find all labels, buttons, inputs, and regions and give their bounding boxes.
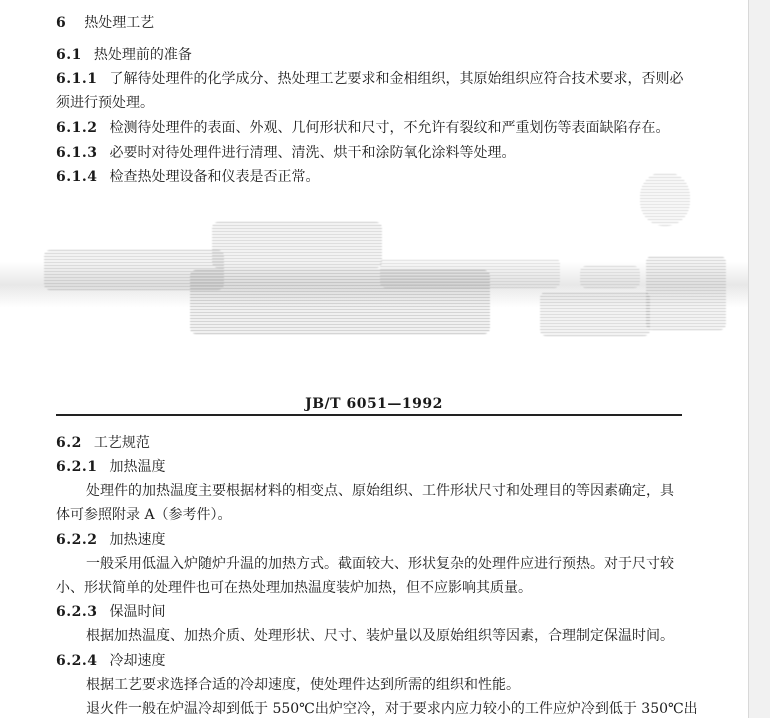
- clause-number: 6.1.2: [56, 120, 98, 136]
- section-title: 热处理前的准备: [93, 47, 192, 63]
- section-6-1-heading: [56, 46, 192, 64]
- clause-text: 一般采用低温入炉随炉升温的加热方式。截面较大、形状复杂的处理件应进行预热。对于尺寸较: [86, 556, 674, 572]
- running-header: JB/T 6051—1992: [305, 396, 443, 412]
- clause-6-2-3-text: [86, 627, 674, 645]
- clause-6-2-1-text-continued: [56, 506, 232, 524]
- scan-noise-blob: [212, 222, 382, 268]
- clause-6-2-3-heading: [56, 603, 165, 621]
- clause-number: 6.1.1: [56, 71, 98, 87]
- clause-title: 加热温度: [109, 459, 166, 475]
- clause-6-1-1-continued: [56, 94, 154, 112]
- section-number: 6.1: [56, 47, 82, 63]
- clause-text: 根据加热温度、加热介质、处理形状、尺寸、装炉量以及原始组织等因素，合理制定保温时间。: [86, 628, 674, 644]
- clause-number: 6.2.2: [56, 532, 98, 548]
- section-title: 热处理工艺: [84, 15, 155, 31]
- scan-noise-blob: [380, 258, 560, 288]
- scan-noise-blob: [640, 172, 690, 226]
- section-number: 6.2: [56, 435, 82, 451]
- scan-noise-blob: [580, 266, 640, 288]
- clause-text: 检查热处理设备和仪表是否正常。: [109, 169, 320, 185]
- clause-title: 保温时间: [109, 604, 166, 620]
- header-rule: [56, 414, 682, 416]
- clause-text: 根据工艺要求选择合适的冷却速度，使处理件达到所需的组织和性能。: [86, 677, 520, 693]
- clause-text: 处理件的加热温度主要根据材料的相变点、原始组织、工件形状尺寸和处理目的等因素确定，具: [86, 483, 674, 499]
- clause-text: 必要时对待处理件进行清理、清洗、烘干和涂防氧化涂料等处理。: [109, 145, 516, 161]
- section-6-2-heading: [56, 434, 150, 452]
- clause-text: 体可参照附录 A（参考件）。: [56, 507, 232, 523]
- clause-6-2-4-text: [86, 676, 520, 694]
- clause-6-1-4: [56, 168, 319, 186]
- clause-6-1-3: [56, 144, 515, 162]
- clause-number: 6.1.4: [56, 169, 98, 185]
- clause-title: 冷却速度: [109, 653, 166, 669]
- clause-6-1-1: [56, 70, 683, 88]
- section-number: 6: [56, 15, 67, 31]
- clause-6-2-2-text-continued: [56, 579, 532, 597]
- clause-number: 6.2.4: [56, 653, 98, 669]
- clause-text: 退火件一般在炉温冷却到低于 550℃出炉空冷，对于要求内应力较小的工件应炉冷到低于 350℃出: [86, 701, 698, 717]
- section-6-heading: [56, 14, 154, 32]
- clause-6-2-2-heading: [56, 531, 165, 549]
- scan-noise-blob: [646, 256, 726, 330]
- clause-6-2-4-heading: [56, 652, 165, 670]
- clause-number: 6.2.3: [56, 604, 98, 620]
- clause-number: 6.1.3: [56, 145, 98, 161]
- clause-text: 须进行预处理。: [56, 95, 154, 111]
- clause-text: 检测待处理件的表面、外观、几何形状和尺寸，不允许有裂纹和严重划伤等表面缺陷存在。: [109, 120, 670, 136]
- clause-6-2-4-text-continued: [86, 700, 698, 718]
- scan-noise-blob: [540, 292, 650, 336]
- clause-6-2-1-text: [86, 482, 674, 500]
- clause-6-2-2-text: [86, 555, 674, 573]
- clause-number: 6.2.1: [56, 459, 98, 475]
- section-title: 工艺规范: [93, 435, 150, 451]
- clause-text: 了解待处理件的化学成分、热处理工艺要求和金相组织，其原始组织应符合技术要求，否则必: [109, 71, 684, 87]
- clause-title: 加热速度: [109, 532, 166, 548]
- clause-text: 小、形状简单的处理件也可在热处理加热温度装炉加热，但不应影响其质量。: [56, 580, 532, 596]
- page-edge: [748, 0, 749, 718]
- clause-6-2-1-heading: [56, 458, 165, 476]
- clause-6-1-2: [56, 119, 669, 137]
